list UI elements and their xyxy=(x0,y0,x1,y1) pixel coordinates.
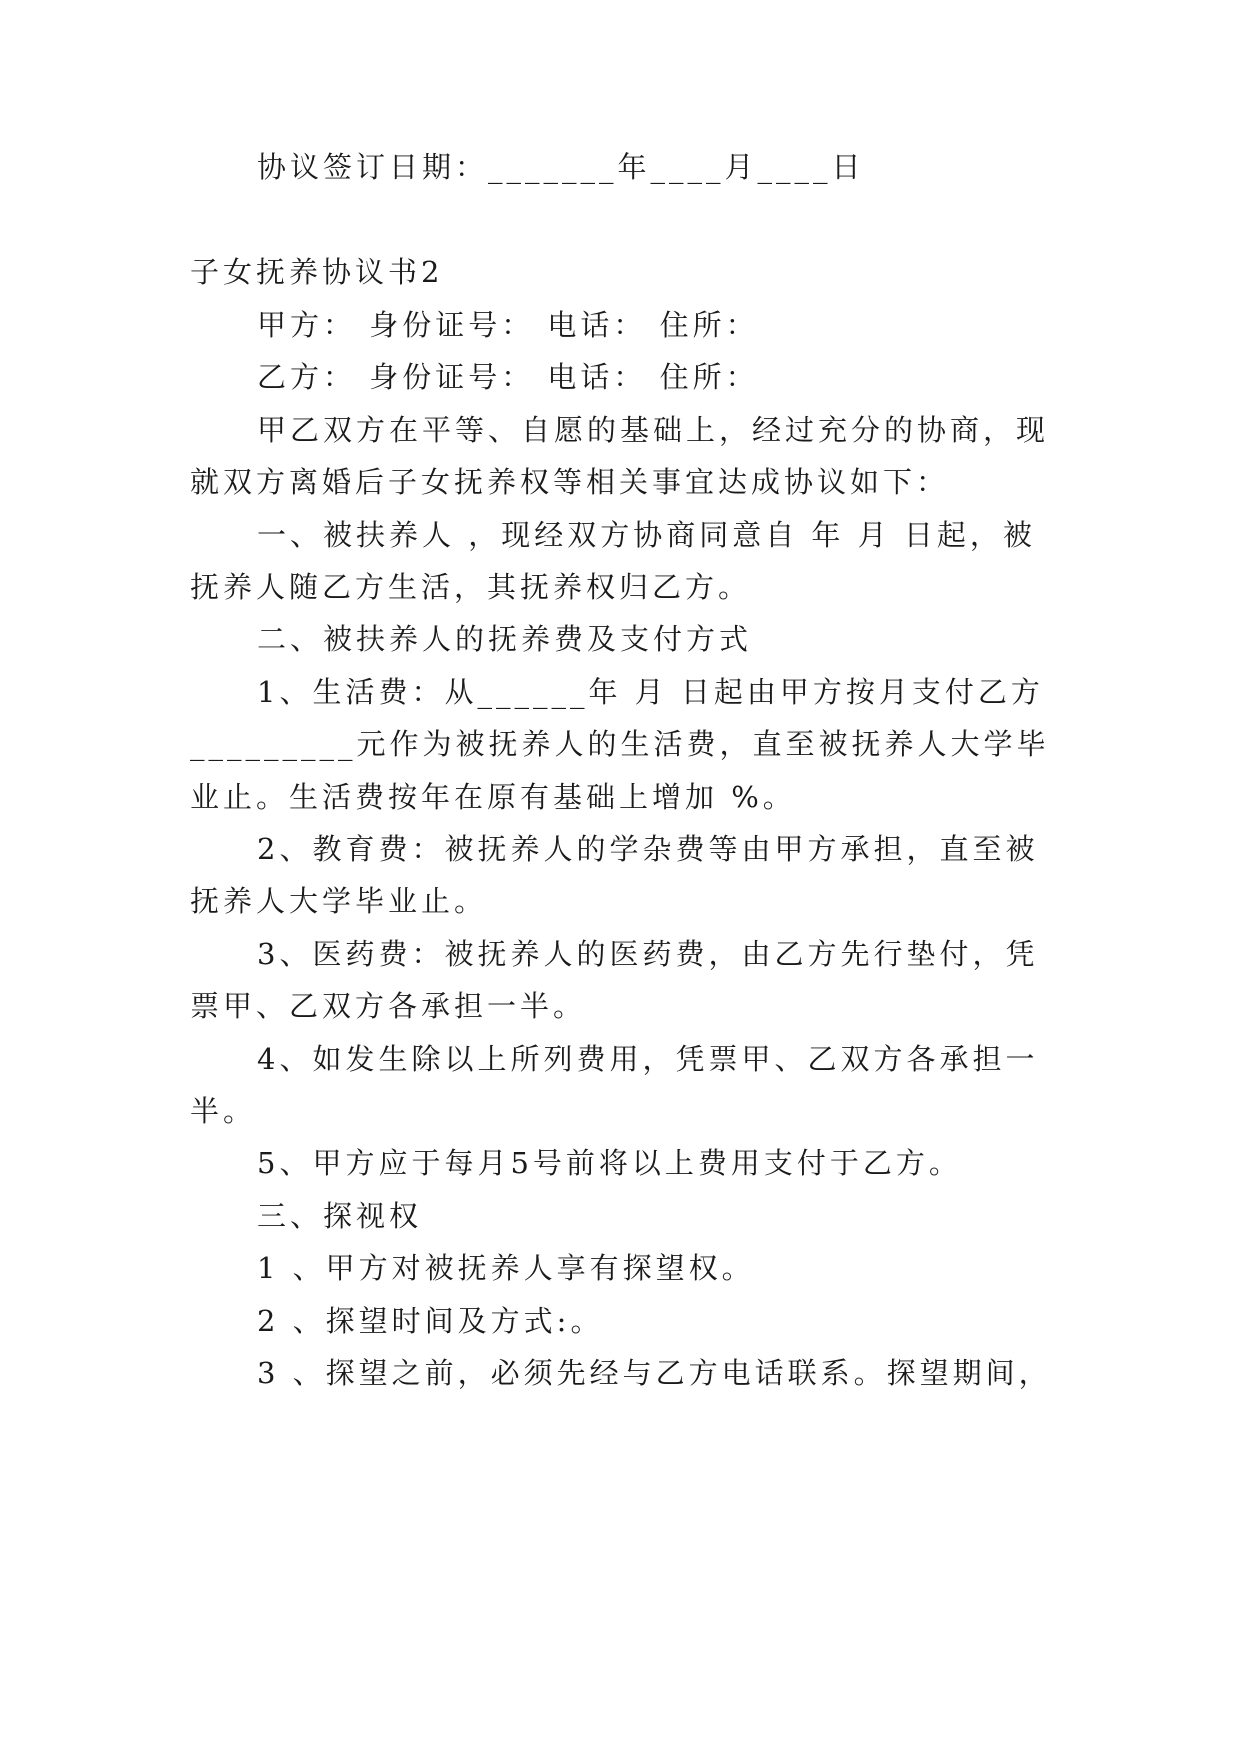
section-1-line-2: 抚养人随乙方生活，其抚养权归乙方。 xyxy=(190,570,752,604)
section-2-item-4-line-2: 半。 xyxy=(190,1094,257,1128)
section-2-item-3-line-2: 票甲、乙双方各承担一半。 xyxy=(190,989,587,1023)
section-2-item-1-line-3: 业止。生活费按年在原有基础上增加 %。 xyxy=(190,780,796,814)
party-b-line: 乙方： 身份证号： 电话： 住所： xyxy=(257,360,759,394)
intro-paragraph-line-2: 就双方离婚后子女抚养权等相关事宜达成协议如下： xyxy=(190,465,950,499)
party-a-line: 甲方： 身份证号： 电话： 住所： xyxy=(257,308,759,342)
section-2-item-2-line-2: 抚养人大学毕业止。 xyxy=(190,884,488,918)
section-2-item-3-line-1: 3、医药费：被抚养人的医药费，由乙方先行垫付，凭 xyxy=(257,937,1039,971)
section-3-item-2: 2 、探望时间及方式:。 xyxy=(257,1304,604,1338)
section-2-item-1-line-2: _________元作为被抚养人的生活费，直至被抚养人大学毕 xyxy=(190,727,1050,761)
section-2-item-4-line-1: 4、如发生除以上所列费用，凭票甲、乙双方各承担一 xyxy=(257,1042,1039,1076)
section-3-item-1: 1 、甲方对被抚养人享有探望权。 xyxy=(257,1251,755,1285)
section-2-item-5: 5、甲方应于每月5号前将以上费用支付于乙方。 xyxy=(257,1146,962,1180)
section-2-heading: 二、被扶养人的抚养费及支付方式 xyxy=(257,622,753,656)
signing-date-line: 协议签订日期：_______年____月____日 xyxy=(257,150,865,184)
section-2-item-2-line-1: 2、教育费：被抚养人的学杂费等由甲方承担，直至被 xyxy=(257,832,1039,866)
section-1-line-1: 一、被扶养人 ，现经双方协商同意自 年 月 日起，被 xyxy=(257,518,1036,552)
intro-paragraph-line-1: 甲乙双方在平等、自愿的基础上，经过充分的协商，现 xyxy=(257,413,1050,447)
section-3-item-3: 3 、探望之前，必须先经与乙方电话联系。探望期间， xyxy=(257,1356,1052,1390)
section-2-item-1-line-1: 1、生活费：从______年 月 日起由甲方按月支付乙方 xyxy=(257,675,1044,709)
section-3-heading: 三、探视权 xyxy=(257,1199,423,1233)
document-title: 子女抚养协议书2 xyxy=(190,255,444,289)
